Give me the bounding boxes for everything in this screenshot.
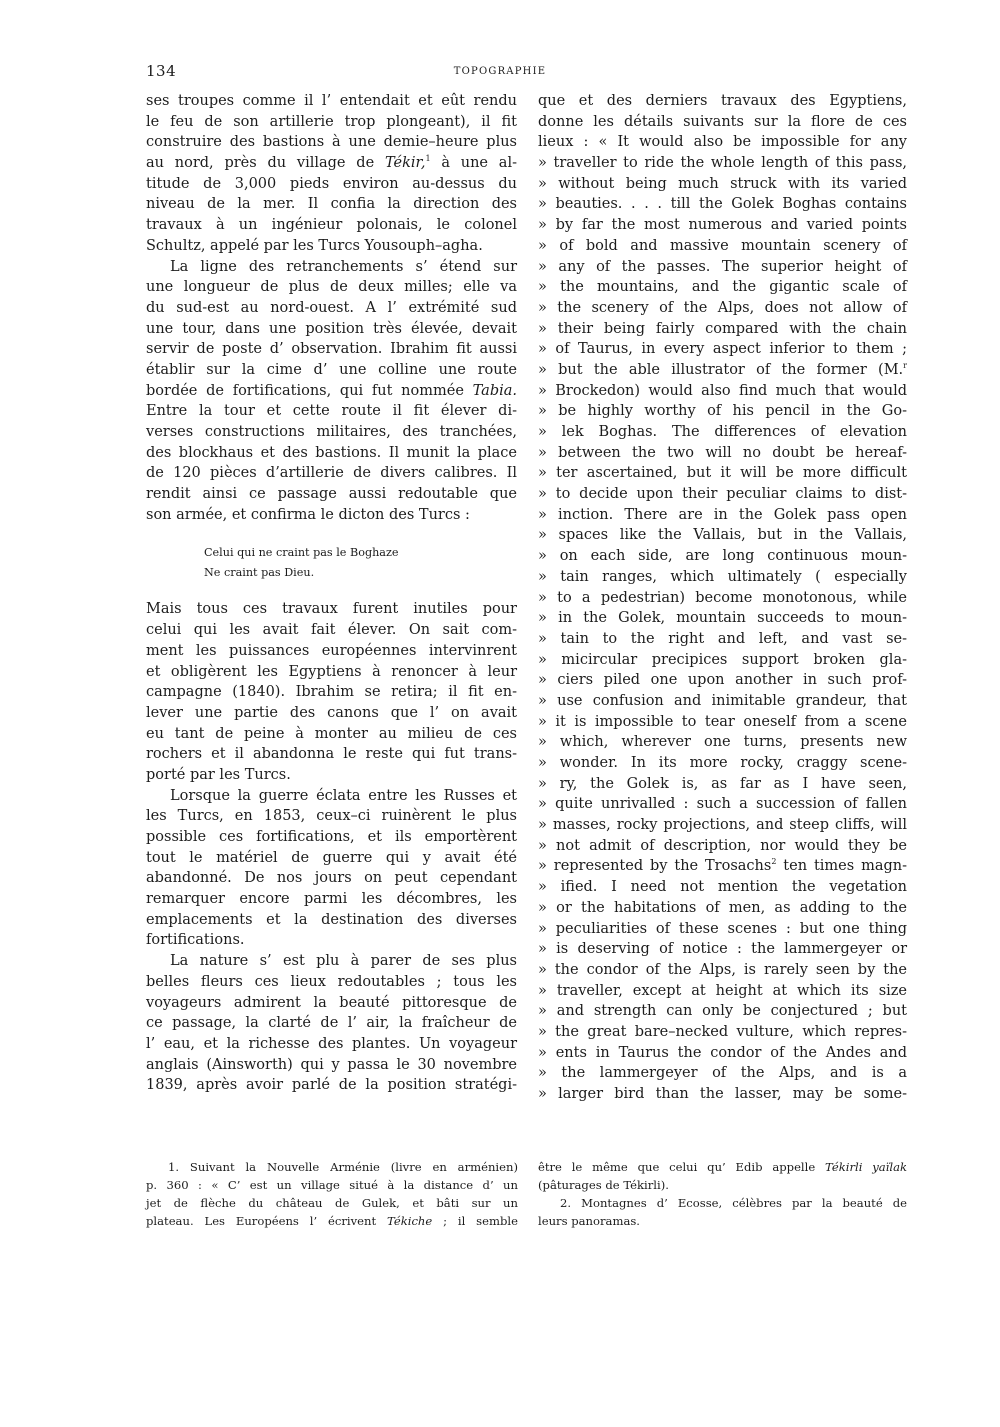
text-line: établir sur la cime d’ une colline une route [146, 361, 517, 378]
text-line: » larger bird than the lasser, may be some- [538, 1086, 907, 1102]
text-line: » micircular precipices support broken gla- [538, 651, 907, 668]
text-line: l’ eau, et la richesse des plantes. Un voyageur [146, 1035, 517, 1052]
text-span: ten times magn- [776, 858, 907, 875]
text-line: ce passage, la clarté de l’ air, la fraîcheur de [146, 1015, 517, 1032]
text-line: » and strength can only be conjectured ; but [538, 1003, 907, 1020]
footnote-line: 2. Montagnes d’ Ecosse, célèbres par la beauté de [560, 1196, 907, 1210]
text-line: » in the Golek, mountain succeeds to moun- [538, 610, 907, 627]
text-line: » not admit of description, nor would they be [538, 837, 907, 854]
text-line [538, 360, 907, 381]
text-line: 1839, après avoir parlé de la position stratégi- [146, 1077, 517, 1094]
text-line: fortifications. [146, 932, 245, 949]
text-line: que et des derniers travaux des Egyptiens, [538, 93, 907, 109]
text-line: Schultz, appelé par les Turcs Yousouph–agha. [146, 237, 483, 254]
text-line: lever une partie des canons que l’ on avait [146, 704, 517, 721]
left-column [146, 91, 517, 1096]
text-line: » to a pedestrian) become monotonous, while [538, 589, 907, 606]
footnote-left [146, 1158, 518, 1230]
text-line: remarquer encore parmi les décombres, les [146, 891, 517, 908]
text-line: rochers et il abandonna le reste qui fut trans- [146, 746, 517, 763]
text-line: » peculiarities of these scenes : but one thing [538, 920, 907, 937]
text-line: » the scenery of the Alps, does not allow of [538, 299, 907, 316]
tabia-name: Tabia. [472, 382, 517, 399]
text-span: bordée de fortifications, qui fut nommée [146, 382, 473, 399]
text-line: ses troupes comme il l’ entendait et eût rendu [146, 93, 517, 109]
text-line: le feu de son artillerie trop plongeant), il fit [146, 113, 517, 130]
text-line: » the mountains, and the gigantic scale of [538, 279, 907, 296]
text-line: » quite unrivalled : such a succession of fallen [538, 796, 907, 813]
text-line: » ry, the Golek is, as far as I have seen, [538, 775, 907, 792]
text-span: plateau. Les Européens l’ écrivent [146, 1214, 388, 1228]
text-line: » beauties. . . . till the Golek Boghas contains [538, 196, 907, 213]
text-line: son armée, et confirma le dicton des Turcs : [146, 506, 470, 523]
text-line: Lorsque la guerre éclata entre les Russes et [170, 787, 517, 804]
quote-line: Ne craint pas Dieu. [204, 566, 315, 580]
text-line: » between the two will no doubt be hereaf- [538, 444, 907, 461]
text-line: » it is impossible to tear oneself from a scene [538, 713, 907, 730]
footnote-ref-1: 1 [425, 154, 431, 164]
text-line: » lek Boghas. The differences of elevation [538, 424, 907, 440]
text-line: travaux à un ingénieur polonais, le colonel [146, 217, 517, 234]
text-line: de 120 pièces d’artillerie de divers calibres. Il [146, 465, 517, 482]
text-line: du sud-est au nord-ouest. A l’ extrémité sud [146, 299, 517, 316]
text-line: » without being much struck with its varied [538, 175, 907, 192]
text-line: » by far the most numerous and varied points [538, 217, 907, 234]
text-line: » spaces like the Vallais, but in the Vallais, [538, 527, 907, 544]
text-line: » which, wherever one turns, presents new [538, 734, 907, 751]
text-line: voyageurs admirent la beauté pittoresque de [146, 994, 517, 1011]
text-line: » tain ranges, which ultimately ( especially [538, 568, 907, 585]
text-line: une longueur de plus de deux milles; elle va [146, 279, 517, 296]
text-line: » their being fairly compared with the chain [538, 320, 907, 337]
text-line: » use confusion and inimitable grandeur, that [538, 692, 907, 709]
footnote-line: p. 360 : « C’ est un village situé à la distance d’ un [146, 1178, 518, 1192]
text-line: servir de poste d’ observation. Ibrahim fit aussi [146, 341, 517, 358]
footnote-line [538, 1158, 907, 1176]
text-line: » ciers piled one upon another in such prof- [538, 672, 907, 689]
right-column [538, 91, 907, 1105]
text-line: » of bold and massive mountain scenery of [538, 237, 907, 254]
text-span: ; il semble [432, 1214, 518, 1228]
text-line: Entre la tour et cette route il fit élever di- [146, 403, 517, 420]
text-line: » tain to the right and left, and vast se- [538, 630, 907, 647]
text-line: donne les détails suivants sur la flore de ces [538, 113, 907, 130]
text-line [146, 381, 517, 402]
text-line: une tour, dans une position très élevée, devait [146, 320, 517, 337]
text-line: les Turcs, en 1853, ceux–ci ruinèrent le plus [146, 808, 517, 825]
text-line: » Brockedon) would also find much that would [538, 382, 907, 399]
text-span: au nord, près du village de [146, 155, 385, 172]
text-line: » any of the passes. The superior height of [538, 258, 907, 275]
text-line: » or the habitations of men, as adding to the [538, 899, 907, 916]
text-line: » is deserving of notice : the lammergeyer or [538, 941, 907, 958]
text-line: niveau de la mer. Il confia la direction des [146, 196, 517, 213]
text-line: » to decide upon their peculiar claims to dist- [538, 486, 907, 503]
text-line: » on each side, are long continuous moun- [538, 548, 907, 565]
footnote-ref-2: 2 [771, 857, 777, 867]
text-line: » wonder. In its more rocky, craggy scene- [538, 755, 907, 771]
tekirli-yailak-name: Tékirli yaïlak [825, 1160, 908, 1174]
text-line: » the condor of the Alps, is rarely seen by the [538, 961, 907, 978]
text-line: des blockhaus et des bastions. Il munit la place [146, 444, 517, 461]
text-line: lieux : « It would also be impossible for any [538, 134, 907, 151]
tekiche-name: Tékiche [387, 1214, 433, 1228]
text-line: » of Taurus, in every aspect inferior to them ; [538, 341, 907, 358]
footnote-line: (pâturages de Tékirli). [538, 1178, 669, 1192]
footnote-line: 1. Suivant la Nouvelle Arménie (livre en arménien) [168, 1160, 518, 1174]
text-line: porté par les Turcs. [146, 766, 291, 783]
text-line: » ified. I need not mention the vegetation [538, 879, 907, 896]
footnote-line [146, 1212, 518, 1230]
text-line: » traveller to ride the whole length of this pass, [538, 155, 907, 172]
text-line: » ents in Taurus the condor of the Andes and [538, 1044, 907, 1061]
text-line: emplacements et la destination des diverses [146, 911, 517, 928]
text-line: rendit ainsi ce passage aussi redoutable que [146, 486, 517, 503]
text-line: eu tant de peine à monter au milieu de ces [146, 725, 517, 742]
text-line: belles fleurs ces lieux redoutables ; tous les [146, 973, 517, 990]
text-line [146, 153, 517, 174]
text-line: La nature s’ est plu à parer de ses plus [170, 953, 517, 970]
text-span: à une al- [430, 155, 517, 172]
text-line: titude de 3,000 pieds environ au-dessus du [146, 175, 517, 192]
text-line: La ligne des retranchements s’ étend sur [170, 258, 517, 275]
text-line: » the great bare–necked vulture, which repres- [538, 1023, 907, 1040]
text-line: » the lammergeyer of the Alps, and is a [538, 1065, 907, 1082]
text-line: tout le matériel de guerre qui y avait été [146, 849, 517, 866]
text-line: et obligèrent les Egyptiens à renoncer à leur [146, 663, 517, 680]
superscript: r [903, 360, 907, 370]
text-line: celui qui les avait fait élever. On sait com- [146, 622, 517, 639]
text-line: » be highly worthy of his pencil in the Go- [538, 403, 907, 420]
text-line: ment les puissances européennes intervinrent [146, 642, 517, 659]
text-line: abandonné. De nos jours on peut cependant [146, 870, 517, 887]
text-line: » traveller, except at height at which its size [538, 982, 907, 999]
text-line: » masses, rocky projections, and steep cliffs, will [538, 817, 907, 834]
page-number: 134 [146, 62, 177, 80]
quote-line: Celui qui ne craint pas le Boghaze [204, 546, 399, 560]
footnote-line: jet de flèche du château de Gulek, et bâti sur un [146, 1196, 518, 1210]
footnote-line: leurs panoramas. [538, 1214, 640, 1228]
text-line: anglais (Ainsworth) qui y passa le 30 novembre [146, 1056, 517, 1073]
text-line [538, 856, 907, 877]
text-span: » represented by the Trosachs [538, 858, 772, 875]
text-line: Mais tous ces travaux furent inutiles pour [146, 601, 517, 618]
text-line: » inction. There are in the Golek pass open [538, 506, 907, 523]
text-line: campagne (1840). Ibrahim se retira; il fit en- [146, 684, 517, 701]
running-title: TOPOGRAPHIE [453, 66, 547, 77]
text-span: » but the able illustrator of the former (M. [538, 361, 904, 378]
text-span: être le même que celui qu’ Edib appelle [538, 1160, 826, 1174]
footnote-right [538, 1158, 907, 1230]
text-line: » ter ascertained, but it will be more difficult [538, 465, 907, 482]
text-line: possible ces fortifications, et ils emportèrent [146, 829, 517, 845]
tekir-place-name: Tékir, [384, 155, 426, 172]
text-line: verses constructions militaires, des tranchées, [146, 424, 517, 440]
text-line: construire des bastions à une demie–heure plus [146, 134, 517, 151]
